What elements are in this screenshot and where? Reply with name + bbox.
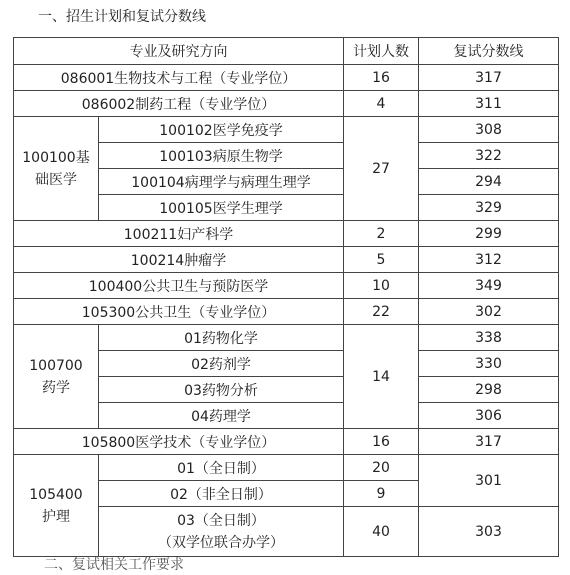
group-name-cell	[14, 325, 99, 429]
table-header-row	[14, 38, 559, 65]
sub-major-cell: 02（非全日制）	[99, 481, 344, 507]
score-cell: 329	[419, 195, 559, 221]
score-cell: 306	[419, 403, 559, 429]
group-name-line2: 础医学	[35, 171, 77, 188]
table-row	[14, 117, 559, 143]
score-cell: 317	[419, 65, 559, 91]
plan-cell: 10	[344, 273, 419, 299]
major-cell: 100211妇产科学	[14, 221, 344, 247]
sub-major-cell	[99, 507, 344, 557]
score-cell: 298	[419, 377, 559, 403]
next-section-heading: 二、复试相关工作要求	[44, 557, 184, 573]
major-cell: 100400公共卫生与预防医学	[14, 273, 344, 299]
plan-cell: 4	[344, 91, 419, 117]
plan-cell: 16	[344, 429, 419, 455]
plan-cell: 9	[344, 481, 419, 507]
sub-major-cell: 100102医学免疫学	[99, 117, 344, 143]
plan-cell: 40	[344, 507, 419, 557]
plan-cell: 16	[344, 65, 419, 91]
score-cell: 294	[419, 169, 559, 195]
table-row	[14, 221, 559, 247]
score-cell: 299	[419, 221, 559, 247]
major-cell: 105300公共卫生（专业学位）	[14, 299, 344, 325]
plan-cell: 2	[344, 221, 419, 247]
score-cell: 303	[419, 507, 559, 557]
sub-major-cell: 01药物化学	[99, 325, 344, 351]
sub-major-cell: 100103病原生物学	[99, 143, 344, 169]
score-cell: 308	[419, 117, 559, 143]
sub-major-cell: 02药剂学	[99, 351, 344, 377]
plan-cell: 27	[344, 117, 419, 221]
plan-cell: 20	[344, 455, 419, 481]
score-cell: 330	[419, 351, 559, 377]
score-cell: 322	[419, 143, 559, 169]
table-row	[14, 325, 559, 351]
score-cell: 302	[419, 299, 559, 325]
table-row	[14, 455, 559, 481]
score-cell: 312	[419, 247, 559, 273]
table-row	[14, 273, 559, 299]
score-cell: 311	[419, 91, 559, 117]
sub-major-cell: 03药物分析	[99, 377, 344, 403]
sub-major-cell: 01（全日制）	[99, 455, 344, 481]
score-cell: 301	[419, 455, 559, 507]
group-name-line1: 105400	[29, 486, 83, 503]
sub-major-cell: 100104病理学与病理生理学	[99, 169, 344, 195]
plan-cell: 14	[344, 325, 419, 429]
header-score: 复试分数线	[419, 38, 559, 65]
group-name-line2: 药学	[42, 379, 70, 396]
section-heading: 一、招生计划和复试分数线	[38, 9, 206, 25]
group-name-line1: 100700	[29, 357, 83, 374]
major-cell: 105800医学技术（专业学位）	[14, 429, 344, 455]
score-cell: 317	[419, 429, 559, 455]
group-name-line1: 100100基	[22, 149, 90, 166]
admission-plan-table	[13, 37, 559, 557]
score-cell: 338	[419, 325, 559, 351]
table-row	[14, 299, 559, 325]
major-cell: 086002制药工程（专业学位）	[14, 91, 344, 117]
sub-major-line2: （双学位联合办学）	[158, 534, 284, 551]
group-name-cell	[14, 117, 99, 221]
sub-major-line1: 03（全日制）	[177, 512, 265, 529]
sub-major-cell: 04药理学	[99, 403, 344, 429]
header-major: 专业及研究方向	[14, 38, 344, 65]
group-name-line2: 护理	[42, 508, 70, 525]
plan-cell: 5	[344, 247, 419, 273]
score-cell: 349	[419, 273, 559, 299]
table-row	[14, 429, 559, 455]
table-row	[14, 65, 559, 91]
table-row	[14, 91, 559, 117]
group-name-cell	[14, 455, 99, 557]
major-cell: 100214肿瘤学	[14, 247, 344, 273]
sub-major-cell: 100105医学生理学	[99, 195, 344, 221]
major-cell: 086001生物技术与工程（专业学位）	[14, 65, 344, 91]
table-row	[14, 247, 559, 273]
plan-cell: 22	[344, 299, 419, 325]
header-plan: 计划人数	[344, 38, 419, 65]
